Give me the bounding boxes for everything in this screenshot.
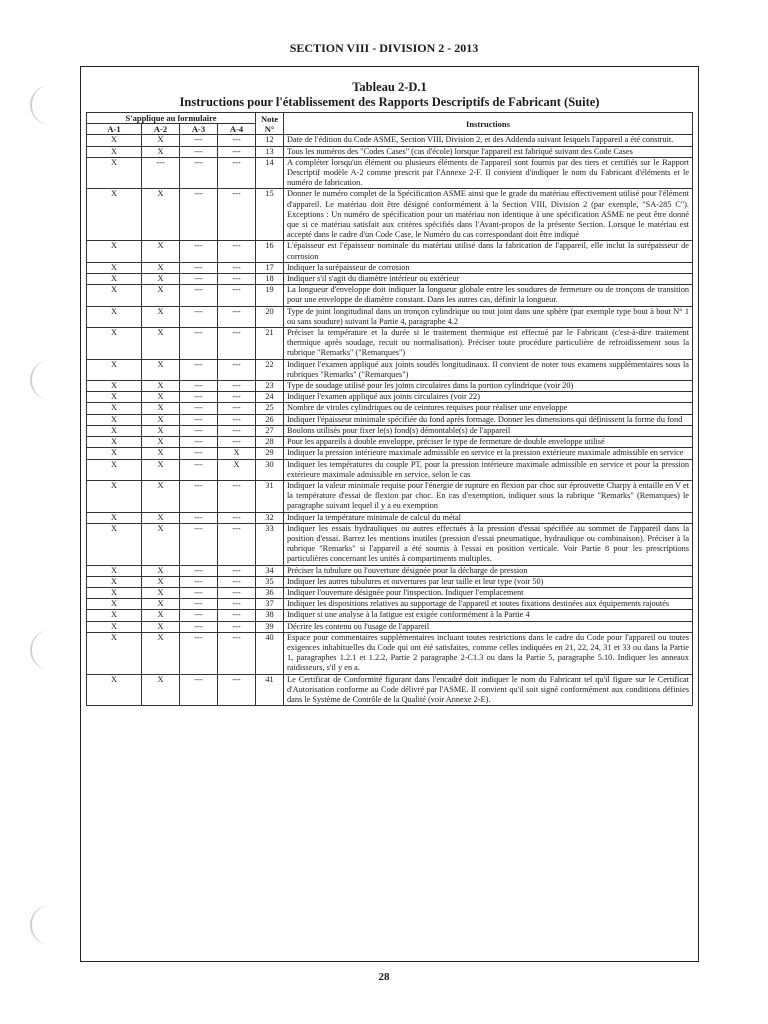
instruction-cell: Indiquer la pression intérieure maximale admissible en service et la pression extérieure maximale admissible en service	[284, 448, 693, 459]
form-a1-cell: X	[87, 146, 142, 157]
page-number: 28	[378, 971, 390, 983]
form-a1-cell: X	[87, 381, 142, 392]
instruction-cell: A compléter lorsqu'un élément ou plusieurs éléments de l'appareil sont fournis par des tiers et certifiés sur le Rapport Descriptif modèle A-2 comme prescrit par l'Annexe 2-F. Il convient d'indiquer le nom du Fabricant d'éléments et le numéro de fabrication.	[284, 157, 693, 189]
table-row	[87, 262, 693, 273]
form-a4-cell: ---	[218, 392, 256, 403]
form-a4-cell: ---	[218, 599, 256, 610]
form-a2-cell: X	[142, 599, 180, 610]
table-title-block	[80, 80, 699, 110]
note-cell: 33	[256, 523, 284, 565]
note-cell: 24	[256, 392, 284, 403]
form-a2-cell: X	[142, 306, 180, 327]
form-a4-cell: ---	[218, 135, 256, 146]
table-row	[87, 437, 693, 448]
table-row	[87, 157, 693, 189]
form-a2-cell: X	[142, 587, 180, 598]
header-row	[87, 113, 693, 124]
form-a4-cell: ---	[218, 414, 256, 425]
form-a4-cell: ---	[218, 576, 256, 587]
table-row	[87, 189, 693, 241]
form-a1-cell: X	[87, 306, 142, 327]
form-a3-cell: ---	[180, 241, 218, 262]
note-cell: 14	[256, 157, 284, 189]
note-cell: 16	[256, 241, 284, 262]
form-a1-cell: X	[87, 262, 142, 273]
form-a1-cell: X	[87, 285, 142, 306]
form-a3-cell: ---	[180, 403, 218, 414]
instruction-cell: Tous les numéros des "Codes Cases" (cas d'école) lorsque l'appareil est fabriqué suivant des Code Cases	[284, 146, 693, 157]
table-row	[87, 403, 693, 414]
form-a2-cell: X	[142, 425, 180, 436]
form-a4-cell: X	[218, 448, 256, 459]
form-a1-cell: X	[87, 512, 142, 523]
instruction-cell: Indiquer les autres tubulures et ouvertures par leur taille et leur type (voir 50)	[284, 576, 693, 587]
note-cell: 13	[256, 146, 284, 157]
note-cell: 27	[256, 425, 284, 436]
form-a4-cell: ---	[218, 587, 256, 598]
form-a3-cell: ---	[180, 610, 218, 621]
form-a1-cell: X	[87, 480, 142, 512]
form-a1-cell: X	[87, 274, 142, 285]
form-a3-cell: ---	[180, 381, 218, 392]
form-a4-cell: ---	[218, 157, 256, 189]
form-a4-cell: ---	[218, 274, 256, 285]
binder-hole	[30, 360, 50, 400]
form-a1-cell: X	[87, 241, 142, 262]
instruction-cell: Indiquer les dispositions relatives au supportage de l'appareil et toutes fixations destinées aux équipements rajoutés	[284, 599, 693, 610]
note-cell: 18	[256, 274, 284, 285]
form-a2-header: A-2	[142, 124, 180, 135]
form-a4-cell: ---	[218, 359, 256, 380]
form-a3-cell: ---	[180, 262, 218, 273]
note-cell: 21	[256, 328, 284, 360]
form-a1-cell: X	[87, 523, 142, 565]
table-row	[87, 587, 693, 598]
table-row	[87, 328, 693, 360]
form-a1-cell: X	[87, 157, 142, 189]
form-a3-cell: ---	[180, 328, 218, 360]
table-row	[87, 414, 693, 425]
form-a2-cell: X	[142, 274, 180, 285]
instruction-cell: Donner le numéro complet de la Spécification ASME ainsi que le grade du matériau effectivement utilisé pour l'élément d'appareil. Le matériau doit être désigné conformément à la Section VIII, Division 2 (par exemple, "SA-285 C"). Exceptions : Un numéro de spécification pour un matériau non identique à une spécification ASME ne peut être donné que si ce matériau satisfait aux critères spécifiés dans l'Avant-propos de la présente Section. Lorsque le matériau est accepté dans le cadre d'un Code Case, le Numéro du cas correspondant doit être indiqué	[284, 189, 693, 241]
form-a3-cell: ---	[180, 480, 218, 512]
form-a1-cell: X	[87, 437, 142, 448]
instruction-cell: Indiquer l'examen appliqué aux joints soudés longitudinaux. Il convient de noter tous examens supplémentaires sous la rubriques "Remarks" ("Remarques")	[284, 359, 693, 380]
instruction-cell: Indiquer si une analyse à la fatigue est exigée conformément à la Partie 4	[284, 610, 693, 621]
table-row	[87, 632, 693, 674]
note-cell: 39	[256, 621, 284, 632]
note-cell: 31	[256, 480, 284, 512]
form-a3-cell: ---	[180, 523, 218, 565]
note-cell: 20	[256, 306, 284, 327]
table-body	[87, 135, 693, 706]
table-row	[87, 274, 693, 285]
instruction-cell: Boulons utilisés pour fixer le(s) fond(s) démontable(s) de l'appareil	[284, 425, 693, 436]
note-cell: 29	[256, 448, 284, 459]
instruction-cell: Indiquer la valeur minimale requise pour l'énergie de rupture en flexion par choc sur éprouvette Charpy à entaille en V et la température d'essai de flexion par choc. En cas d'exemption, indiquer sous la rubrique "Remarks" (Remarques) le paragraphe suivant lequel il y a eu exemption	[284, 480, 693, 512]
form-a1-cell: X	[87, 632, 142, 674]
note-cell: 23	[256, 381, 284, 392]
form-a3-cell: ---	[180, 576, 218, 587]
form-a2-cell: X	[142, 135, 180, 146]
instruction-cell: Indiquer l'épaisseur minimale spécifiée du fond après formage. Donner les dimensions qui définissent la forme du fond	[284, 414, 693, 425]
table-row	[87, 146, 693, 157]
form-a4-cell: ---	[218, 328, 256, 360]
note-cell: 17	[256, 262, 284, 273]
table-row	[87, 448, 693, 459]
form-a1-cell: X	[87, 587, 142, 598]
instruction-cell: Indiquer la température minimale de calcul du métal	[284, 512, 693, 523]
form-a3-cell: ---	[180, 565, 218, 576]
form-a1-cell: X	[87, 599, 142, 610]
note-cell: 34	[256, 565, 284, 576]
instruction-cell: Indiquer la surépaisseur de corrosion	[284, 262, 693, 273]
form-a2-cell: ---	[142, 157, 180, 189]
form-a2-cell: X	[142, 359, 180, 380]
table-row	[87, 523, 693, 565]
instruction-cell: Décrire les contenu ou l'usage de l'appareil	[284, 621, 693, 632]
note-cell: 41	[256, 674, 284, 706]
form-a3-cell: ---	[180, 274, 218, 285]
form-a2-cell: X	[142, 674, 180, 706]
instruction-cell: Type de soudage utilisé pour les joints circulaires dans la portion cylindrique (voir 20)	[284, 381, 693, 392]
form-a2-cell: X	[142, 523, 180, 565]
form-a3-cell: ---	[180, 189, 218, 241]
form-a3-cell: ---	[180, 425, 218, 436]
form-a1-cell: X	[87, 403, 142, 414]
form-a4-cell: ---	[218, 480, 256, 512]
form-a2-cell: X	[142, 459, 180, 480]
note-cell: 22	[256, 359, 284, 380]
instructions-table	[86, 112, 693, 706]
form-a1-cell: X	[87, 621, 142, 632]
form-a2-cell: X	[142, 262, 180, 273]
form-a3-cell: ---	[180, 512, 218, 523]
note-cell: 19	[256, 285, 284, 306]
form-a1-cell: X	[87, 328, 142, 360]
table-title: Tableau 2-D.1	[352, 80, 427, 94]
instruction-cell: L'épaisseur est l'épaisseur nominale du matériau utilisé dans la fabrication de l'appareil, elle inclut la surépaisseur de corrosion	[284, 241, 693, 262]
form-a2-cell: X	[142, 437, 180, 448]
instruction-cell: Pour les appareils à double enveloppe, préciser le type de fermeture de double enveloppe utilisé	[284, 437, 693, 448]
form-a3-cell: ---	[180, 674, 218, 706]
table-row	[87, 306, 693, 327]
form-a2-cell: X	[142, 189, 180, 241]
instruction-cell: Le Certificat de Conformité figurant dans l'encadré doit indiquer le nom du Fabricant tel qu'il figure sur le Certificat d'Autorisation conforme au Code délivré par l'ASME. Il convient qu'il soit signé conformément aux conditions définies dans le Système de Contrôle de la Qualité (voir Annexe 2-E).	[284, 674, 693, 706]
form-a4-header: A-4	[218, 124, 256, 135]
table-row	[87, 135, 693, 146]
table-row	[87, 392, 693, 403]
form-a4-cell: ---	[218, 425, 256, 436]
form-a1-cell: X	[87, 448, 142, 459]
form-a4-cell: ---	[218, 621, 256, 632]
table-row	[87, 359, 693, 380]
form-a2-cell: X	[142, 241, 180, 262]
section-header: SECTION VIII - DIVISION 2 - 2013	[289, 41, 479, 55]
form-a3-cell: ---	[180, 146, 218, 157]
instruction-cell: Indiquer les températures du couple PT, pour la pression intérieure maximale admissible en service et pour la pression extérieure maximale admissible en service, selon le cas	[284, 459, 693, 480]
form-a3-cell: ---	[180, 632, 218, 674]
table-row	[87, 512, 693, 523]
table-row	[87, 480, 693, 512]
note-cell: 32	[256, 512, 284, 523]
note-cell: 35	[256, 576, 284, 587]
form-a3-cell: ---	[180, 621, 218, 632]
table-row	[87, 599, 693, 610]
form-a2-cell: X	[142, 610, 180, 621]
form-a3-cell: ---	[180, 306, 218, 327]
note-cell: 25	[256, 403, 284, 414]
form-a2-cell: X	[142, 480, 180, 512]
table-row	[87, 285, 693, 306]
note-cell: 26	[256, 414, 284, 425]
form-a1-cell: X	[87, 189, 142, 241]
form-a3-cell: ---	[180, 359, 218, 380]
note-cell: 28	[256, 437, 284, 448]
table-row	[87, 459, 693, 480]
form-a2-cell: X	[142, 576, 180, 587]
form-a4-cell: ---	[218, 512, 256, 523]
form-a4-cell: ---	[218, 146, 256, 157]
form-a3-header: A-3	[180, 124, 218, 135]
note-cell: 12	[256, 135, 284, 146]
table-row	[87, 576, 693, 587]
applies-header: S'applique au formulaire	[87, 113, 256, 124]
form-a4-cell: ---	[218, 306, 256, 327]
form-a4-cell: ---	[218, 189, 256, 241]
instruction-cell: Indiquer l'ouverture désignée pour l'inspection. Indiquer l'emplacement	[284, 587, 693, 598]
binder-hole	[30, 905, 50, 945]
instruction-cell: Nombre de viroles cylindriques ou de ceintures requises pour réaliser une enveloppe	[284, 403, 693, 414]
instruction-cell: Espace pour commentaires supplémentaires incluant toutes restrictions dans le cadre du Code pour l'appareil ou toutes exigences inhabituelles du Code qui ont été satisfaites, comme celles indiquées en 21, 22, 24, 31 et 33 ou dans la Partie 1, paragraphes 1.2.1 et 1.2.2, Partie 2 paragraphe 2-C1.3 ou dans la Partie 5, paragraphe 5.10. Indiquer les anneaux raidisseurs, s'il y en a.	[284, 632, 693, 674]
note-cell: 30	[256, 459, 284, 480]
form-a1-header: A-1	[87, 124, 142, 135]
table-row	[87, 381, 693, 392]
note-cell: 37	[256, 599, 284, 610]
instruction-cell: La longueur d'enveloppe doit indiquer la longueur globale entre les soudures de fermeture ou de tronçons de transition pour une enveloppe de diamètre constant. Dans les autres cas, définir la longueur.	[284, 285, 693, 306]
form-a1-cell: X	[87, 359, 142, 380]
form-a4-cell: ---	[218, 523, 256, 565]
note-cell: 38	[256, 610, 284, 621]
form-a2-cell: X	[142, 414, 180, 425]
form-a2-cell: X	[142, 448, 180, 459]
form-a4-cell: ---	[218, 632, 256, 674]
form-a4-cell: ---	[218, 610, 256, 621]
form-a4-cell: ---	[218, 403, 256, 414]
instruction-cell: Type de joint longitudinal dans un tronçon cylindrique ou tout joint dans une sphère (par exemple type bout à bout N° 1 ou sans soudure) suivant la Partie 4, paragraphe 4.2	[284, 306, 693, 327]
form-a2-cell: X	[142, 512, 180, 523]
form-a3-cell: ---	[180, 448, 218, 459]
form-a1-cell: X	[87, 610, 142, 621]
form-a1-cell: X	[87, 576, 142, 587]
table-subtitle: Instructions pour l'établissement des Rapports Descriptifs de Fabricant (Suite)	[179, 95, 600, 109]
form-a2-cell: X	[142, 381, 180, 392]
note-cell: 15	[256, 189, 284, 241]
table-row	[87, 425, 693, 436]
instruction-cell: Indiquer s'il s'agit du diamètre intérieur ou extérieur	[284, 274, 693, 285]
form-a4-cell: ---	[218, 285, 256, 306]
form-a1-cell: X	[87, 392, 142, 403]
form-a2-cell: X	[142, 328, 180, 360]
form-a4-cell: ---	[218, 262, 256, 273]
form-a4-cell: ---	[218, 381, 256, 392]
table-row	[87, 610, 693, 621]
note-cell: 40	[256, 632, 284, 674]
form-a2-cell: X	[142, 392, 180, 403]
instruction-cell: Date de l'édition du Code ASME, Section VIII, Division 2, et des Addenda suivant lesquels l'appareil a été construit.	[284, 135, 693, 146]
form-a4-cell: ---	[218, 437, 256, 448]
table-row	[87, 565, 693, 576]
form-a3-cell: ---	[180, 459, 218, 480]
form-a4-cell: ---	[218, 674, 256, 706]
form-a3-cell: ---	[180, 392, 218, 403]
form-a2-cell: X	[142, 285, 180, 306]
instructions-header: Instructions	[284, 113, 693, 135]
note-header: Note N°	[256, 113, 284, 135]
table-row	[87, 621, 693, 632]
form-a4-cell: ---	[218, 241, 256, 262]
form-a3-cell: ---	[180, 437, 218, 448]
binder-hole	[30, 85, 50, 125]
form-a1-cell: X	[87, 459, 142, 480]
instruction-cell: Préciser la température et la durée si le traitement thermique est effectué par le Fabricant (c'est-à-dire traitement thermique après soudage, recuit ou normalisation). Préciser toute procédure particulière de refroidissement sous la rubrique "Remarks" ("Remarques")	[284, 328, 693, 360]
instruction-cell: Indiquer l'examen appliqué aux joints circulaires (voir 22)	[284, 392, 693, 403]
table-row	[87, 241, 693, 262]
form-a1-cell: X	[87, 425, 142, 436]
form-a2-cell: X	[142, 146, 180, 157]
note-cell: 36	[256, 587, 284, 598]
form-a1-cell: X	[87, 135, 142, 146]
form-a2-cell: X	[142, 565, 180, 576]
form-a3-cell: ---	[180, 285, 218, 306]
table-row	[87, 674, 693, 706]
form-a3-cell: ---	[180, 587, 218, 598]
form-a3-cell: ---	[180, 414, 218, 425]
instruction-cell: Indiquer les essais hydrauliques ou autres effectués à la pression d'essai spécifiée au sommet de l'appareil dans la position d'essai. Barrez les mentions inutiles (pression d'essai pneumatique, hydraulique ou combinaison). Préciser à la rubrique "Remarks" si l'appareil a été soumis à l'essai en position verticale. Voir Partie 8 pour les prescriptions particulières concernant les unités à compartiments multiples.	[284, 523, 693, 565]
form-a1-cell: X	[87, 565, 142, 576]
form-a2-cell: X	[142, 403, 180, 414]
binder-hole	[30, 630, 50, 670]
form-a1-cell: X	[87, 674, 142, 706]
form-a2-cell: X	[142, 621, 180, 632]
instruction-cell: Préciser la tubulure ou l'ouverture désignée pour la décharge de pression	[284, 565, 693, 576]
form-a4-cell: ---	[218, 565, 256, 576]
form-a3-cell: ---	[180, 157, 218, 189]
form-a3-cell: ---	[180, 135, 218, 146]
form-a4-cell: X	[218, 459, 256, 480]
form-a2-cell: X	[142, 632, 180, 674]
form-a3-cell: ---	[180, 599, 218, 610]
form-a1-cell: X	[87, 414, 142, 425]
